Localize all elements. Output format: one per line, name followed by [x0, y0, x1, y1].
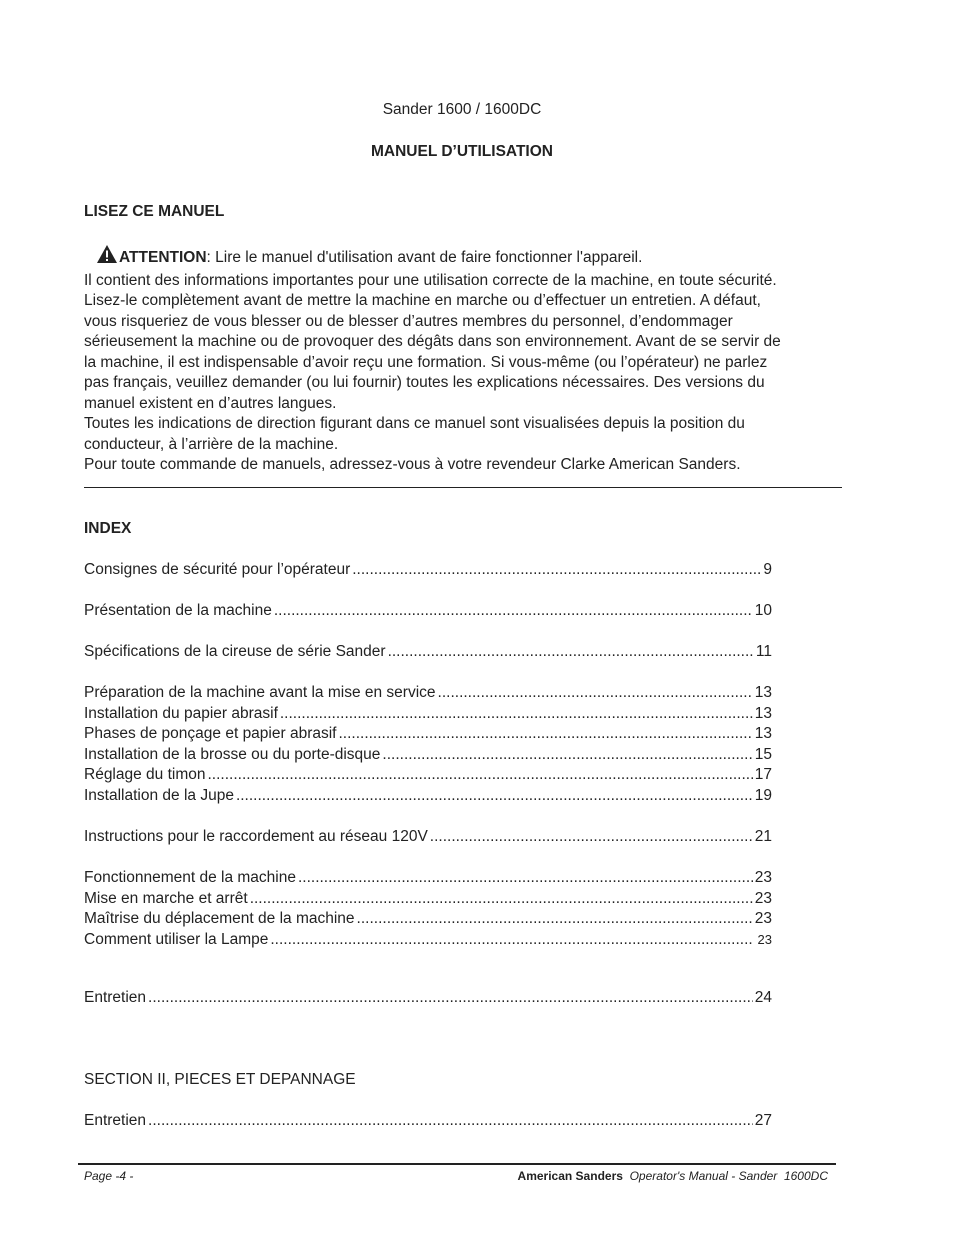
toc-leader [208, 766, 753, 784]
model-title: Sander 1600 / 1600DC [382, 101, 542, 118]
toc-entry[interactable] [84, 705, 772, 726]
toc-entry[interactable] [84, 684, 772, 705]
toc-leader [250, 890, 753, 908]
toc-leader [270, 931, 751, 949]
toc-leader [236, 787, 753, 805]
toc-entry-page: 13 [754, 684, 772, 701]
toc-entry-label: Entretien [84, 989, 147, 1006]
toc-entry[interactable] [84, 869, 772, 890]
toc-entry-label: Spécifications de la cireuse de série Sander [84, 643, 386, 660]
toc-group [84, 1112, 772, 1133]
toc-entry-page: 17 [754, 766, 772, 784]
toc-group [84, 561, 772, 582]
toc-group [84, 828, 772, 849]
toc-entry-label: Préparation de la machine avant la mise en service [84, 684, 436, 701]
footer-brand: American Sanders [517, 1169, 623, 1183]
paragraph-line: Lisez-le complètement avant de mettre la machine en marche ou d’effectuer un entretien. A défaut, [84, 292, 761, 309]
toc-leader [430, 828, 753, 846]
toc-leader [298, 869, 753, 887]
toc-entry[interactable] [84, 931, 772, 949]
toc-entry-label: Présentation de la machine [84, 602, 272, 619]
paragraph-line: manuel existent en d’autres langues. [84, 394, 337, 412]
footer-rule [78, 1163, 836, 1165]
toc-entry-label: Maîtrise du déplacement de la machine [84, 910, 355, 928]
paragraph-line: vous risqueriez de vous blesser ou de blesser d’autres membres du personnel, d’endommager [84, 312, 733, 330]
paragraph-line: Il contient des informations importantes pour une utilisation correcte de la machine, en toute sécurité. [84, 271, 777, 289]
toc-entry-page: 19 [754, 786, 772, 804]
paragraph-line: sérieusement la machine ou de provoquer des dégâts dans son environnement. Avant de se servir de [84, 333, 781, 350]
warning-triangle-icon [96, 244, 118, 271]
toc-entry[interactable] [84, 828, 772, 849]
toc-entry-page: 10 [754, 602, 772, 619]
toc-leader [352, 561, 761, 579]
toc-entry[interactable] [84, 643, 772, 664]
footer-page-number: Page -4 - [84, 1169, 134, 1183]
toc-entry[interactable] [84, 787, 772, 808]
footer-manual-info [518, 1169, 828, 1183]
toc-entry-page: 9 [763, 561, 772, 578]
attention-label: ATTENTION [119, 249, 207, 266]
toc-entry-label: Installation du papier abrasif [84, 704, 278, 722]
toc-entry[interactable] [84, 989, 772, 1010]
toc-entry[interactable] [84, 766, 772, 787]
toc-entry-label: Comment utiliser la Lampe [84, 930, 269, 948]
toc-entry-page: 23 [754, 869, 772, 886]
toc-group [84, 869, 772, 949]
toc-entry-label: Fonctionnement de la machine [84, 869, 296, 886]
toc-group [84, 684, 772, 808]
toc-entry-label: Mise en marche et arrêt [84, 889, 248, 907]
read-manual-paragraph [84, 244, 854, 476]
toc-leader [274, 602, 753, 620]
manual-title: MANUEL D’UTILISATION [371, 143, 553, 160]
toc-entry-page: 11 [755, 643, 772, 660]
paragraph-line: pas français, veuillez demander (ou lui fournir) toutes les explications nécessaires. Des versions du [84, 374, 765, 391]
toc-entry-page: 23 [754, 910, 772, 928]
toc-entry-label: Installation de la Jupe [84, 786, 234, 804]
toc-entry-page: 21 [754, 828, 772, 845]
toc-leader [438, 684, 753, 702]
toc-leader [382, 746, 752, 764]
toc-entry[interactable] [84, 890, 772, 911]
index-heading: INDEX [84, 520, 132, 537]
toc-entry[interactable] [84, 746, 772, 767]
read-manual-heading: LISEZ CE MANUEL [84, 203, 225, 220]
toc-entry-page: 23 [754, 889, 772, 907]
toc-entry[interactable] [84, 561, 772, 582]
toc-entry-label: Installation de la brosse ou du porte-disque [84, 745, 381, 763]
paragraph-line: Toutes les indications de direction figurant dans ce manuel sont visualisées depuis la position du [84, 415, 745, 432]
toc-leader [388, 643, 754, 661]
toc-leader [148, 989, 753, 1007]
toc-entry-page: 13 [754, 725, 772, 743]
toc-entry-page: 23 [757, 931, 772, 947]
paragraph-line: Pour toute commande de manuels, adressez-vous à votre revendeur Clarke American Sanders. [84, 456, 741, 473]
attention-text: : Lire le manuel d'utilisation avant de faire fonctionner l'appareil. [206, 249, 643, 266]
toc-leader [148, 1112, 753, 1130]
toc-leader [357, 910, 753, 928]
footer-manual-title: Operator's Manual - Sander 1600DC [629, 1169, 828, 1183]
toc-group [84, 602, 772, 623]
paragraph-line: conducteur, à l’arrière de la machine. [84, 435, 339, 453]
toc-entry-label: Réglage du timon [84, 766, 206, 784]
paragraph-line: la machine, il est indispensable d’avoir reçu une formation. Si vous-même (ou l’opérateur) ne parlez [84, 353, 768, 371]
toc-group [84, 643, 772, 664]
toc-entry-page: 27 [754, 1112, 772, 1129]
toc-entry-page: 24 [754, 989, 772, 1006]
toc-entry[interactable] [84, 1112, 772, 1133]
toc-entry-label: Consignes de sécurité pour l’opérateur [84, 561, 351, 578]
section-two-heading: SECTION II, PIECES ET DEPANNAGE [84, 1071, 356, 1088]
toc-leader [280, 705, 753, 723]
attention-line [84, 244, 854, 271]
toc-group [84, 989, 772, 1010]
toc-entry[interactable] [84, 602, 772, 623]
toc-entry-label: Entretien [84, 1112, 147, 1129]
toc-entry-page: 13 [754, 704, 772, 722]
toc-leader [338, 725, 752, 743]
toc-entry[interactable] [84, 910, 772, 931]
section-divider [84, 487, 842, 488]
toc-entry[interactable] [84, 725, 772, 746]
toc-entry-page: 15 [754, 745, 772, 763]
toc-entry-label: Instructions pour le raccordement au réseau 120V [84, 828, 428, 845]
toc-entry-label: Phases de ponçage et papier abrasif [84, 725, 337, 743]
